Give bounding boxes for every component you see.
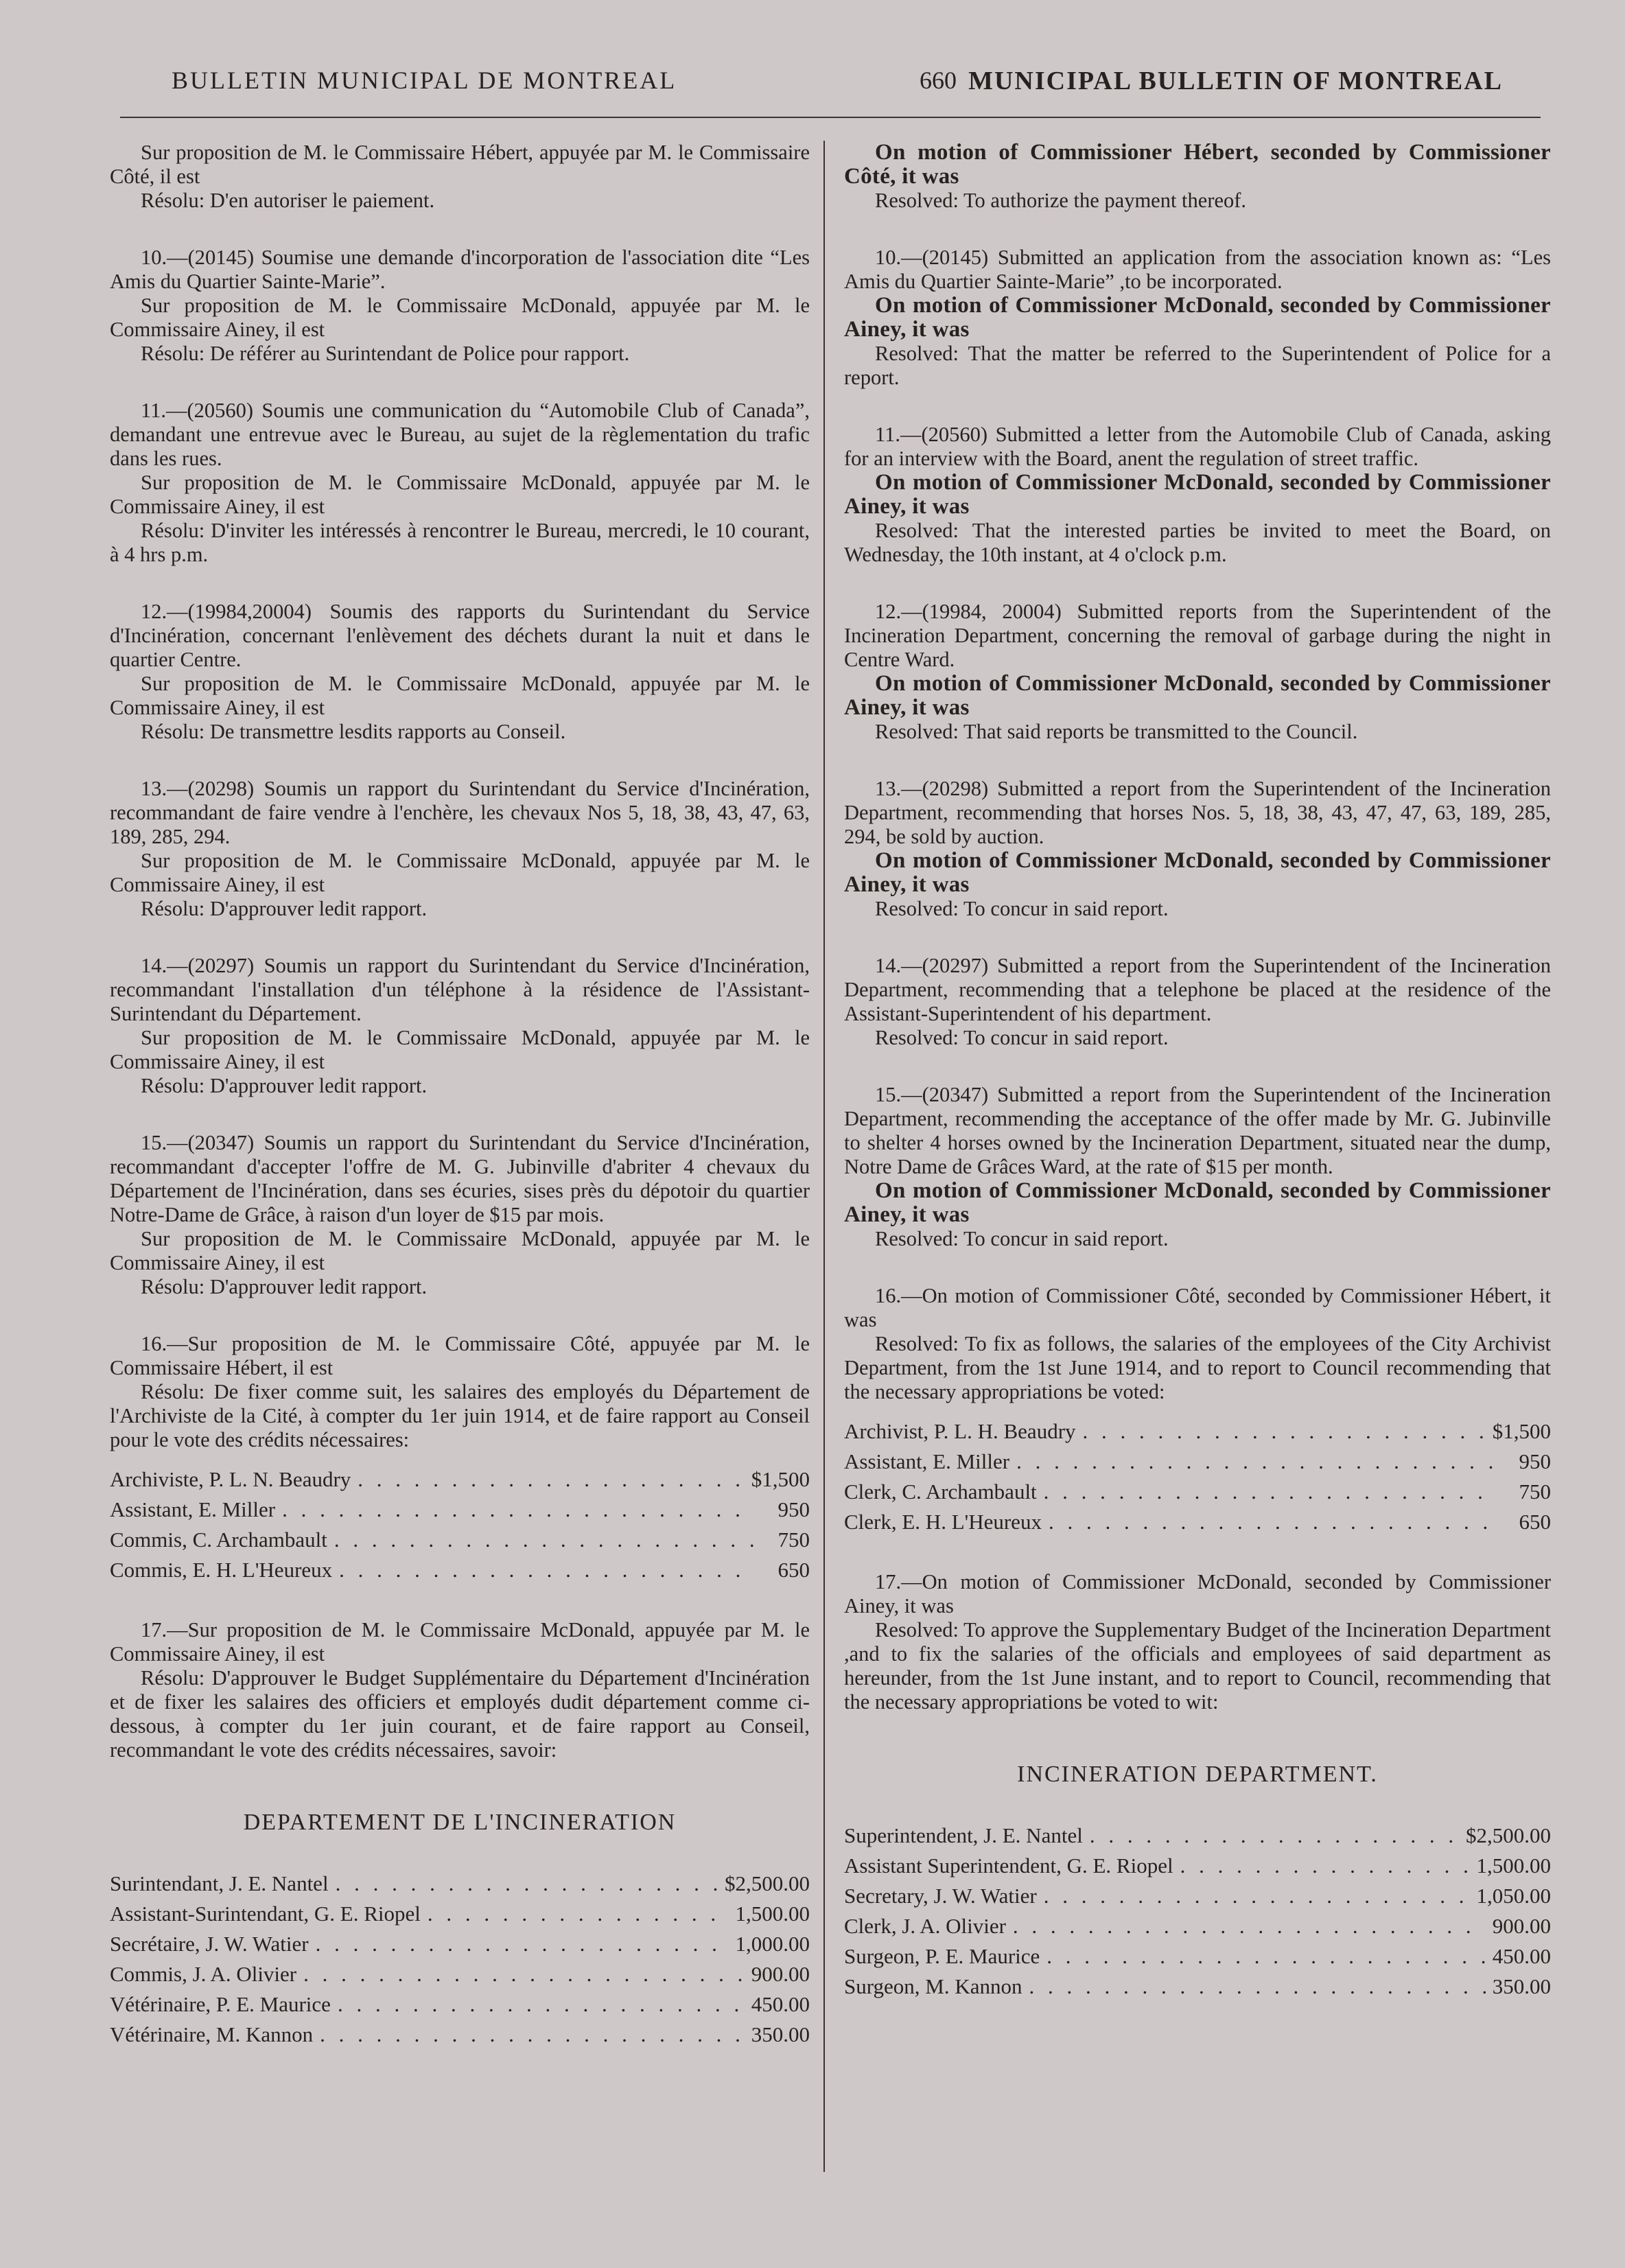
salary-row <box>110 1464 810 1495</box>
en-resolution-paragraph: Resolved: To approve the Supplementary Budget of the Incineration Department ,and to fix the salaries of the officials and employees of said department as hereunder, from the 1st June instant, and to report to Council, recommending that the necessary appropriations be voted to wit: <box>844 1618 1551 1714</box>
salary-amount: 750 <box>1519 1480 1551 1504</box>
leader-dots <box>1083 1416 1486 1447</box>
fr-motion-paragraph: Sur proposition de M. le Commissaire Hébert, appuyée par M. le Commissaire Côté, il est <box>110 141 810 188</box>
salary-row <box>844 1416 1551 1447</box>
salary-name: Assistant, E. Miller <box>844 1449 1010 1473</box>
en-item-17: 17.—On motion of Commissioner McDonald, seconded by Commissioner Ainey, it was <box>844 1570 1551 1617</box>
salary-name: Assistant Superintendent, G. E. Riopel <box>844 1854 1173 1878</box>
en-resolution-paragraph: Resolved: To concur in said report. <box>875 1227 1169 1250</box>
fr-archivist-salary-list <box>110 1464 810 1585</box>
salary-name: Secretary, J. W. Watier <box>844 1884 1037 1908</box>
salary-row <box>110 1869 810 1899</box>
salary-name: Superintendent, J. E. Nantel <box>844 1823 1083 1847</box>
fr-motion-paragraph: Sur proposition de M. le Commissaire McDonald, appuyée par M. le Commissaire Ainey, il est <box>110 1026 810 1073</box>
fr-resolution-paragraph: Résolu: D'approuver le Budget Supplémentaire du Département d'Incinération et de fixer les salaires des officiers et employés dudit département comme ci-dessous, à compter du 1er juin courant, et de faire rapport au Conseil, recommandant le vote des crédits nécessaires, savoir: <box>110 1666 810 1762</box>
en-department-salary-list <box>844 1821 1551 2002</box>
leader-dots <box>1013 1911 1486 1941</box>
salary-amount: 950 <box>778 1497 810 1521</box>
fr-item-12: 12.—(19984,20004) Soumis des rapports du Surintendant du Service d'Incinération, concernant l'enlèvement des déchets durant la nuit et dans le quartier Centre. <box>110 600 810 671</box>
english-column <box>844 141 1551 2002</box>
fr-motion-paragraph: Sur proposition de M. le Commissaire McDonald, appuyée par M. le Commissaire Ainey, il est <box>110 294 810 341</box>
salary-name: Vétérinaire, M. Kannon <box>110 2022 314 2046</box>
leader-dots <box>320 2020 745 2050</box>
header-french-title: BULLETIN MUNICIPAL DE MONTREAL <box>172 67 677 94</box>
en-motion-paragraph: On motion of Commissioner McDonald, seconded by Commissioner Ainey, it was <box>844 1178 1551 1227</box>
fr-motion-paragraph: Sur proposition de M. le Commissaire McDonald, appuyée par M. le Commissaire Ainey, il est <box>110 471 810 518</box>
page-header <box>103 66 1537 107</box>
fr-motion-paragraph: Sur proposition de M. le Commissaire McDonald, appuyée par M. le Commissaire Ainey, il est <box>110 1227 810 1274</box>
en-item-16: 16.—On motion of Commissioner Côté, seconded by Commissioner Hébert, it was <box>844 1284 1551 1331</box>
leader-dots <box>1180 1851 1470 1881</box>
en-item-11: 11.—(20560) Submitted a letter from the Automobile Club of Canada, asking for an interview with the Board, anent the regulation of street traffic. <box>844 423 1551 470</box>
leader-dots <box>338 1989 745 2020</box>
leader-dots <box>1044 1477 1496 1507</box>
salary-amount: 900.00 <box>1492 1914 1551 1938</box>
en-resolution-paragraph: Resolved: To concur in said report. <box>875 897 1169 920</box>
leader-dots <box>1049 1507 1496 1537</box>
column-divider <box>823 141 825 2172</box>
salary-row <box>844 1507 1551 1537</box>
fr-item-13: 13.—(20298) Soumis un rapport du Surintendant du Service d'Incinération, recommandant de faire vendre à l'enchère, les chevaux Nos 5, 18, 38, 43, 47, 63, 189, 285, 294. <box>110 777 810 848</box>
salary-amount: 650 <box>778 1558 810 1582</box>
salary-name: Archiviste, P. L. N. Beaudry <box>110 1467 351 1491</box>
en-resolution-paragraph: Resolved: That said reports be transmitted to the Council. <box>875 720 1358 743</box>
salary-row <box>844 1911 1551 1941</box>
leader-dots <box>339 1555 755 1585</box>
leader-dots <box>336 1869 718 1899</box>
header-english-title: MUNICIPAL BULLETIN OF MONTREAL <box>968 67 1503 95</box>
salary-row <box>110 1989 810 2020</box>
salary-amount: 950 <box>1519 1449 1551 1473</box>
salary-name: Assistant, E. Miller <box>110 1497 276 1521</box>
en-motion-paragraph: On motion of Commissioner McDonald, seconded by Commissioner Ainey, it was <box>844 671 1551 720</box>
fr-motion-paragraph: Sur proposition de M. le Commissaire McDonald, appuyée par M. le Commissaire Ainey, il est <box>110 849 810 896</box>
leader-dots <box>358 1464 744 1495</box>
fr-department-heading: DEPARTEMENT DE L'INCINERATION <box>243 1810 677 1835</box>
en-item-15: 15.—(20347) Submitted a report from the Superintendent of the Incineration Department, recommending the acceptance of the offer made by Mr. G. Jubinville to shelter 4 horses owned by the Incineration Department, situated near the dump, Notre Dame de Grâces Ward, at the rate of $15 per month. <box>844 1083 1551 1178</box>
salary-amount: 450.00 <box>751 1992 810 2016</box>
salary-row <box>844 1851 1551 1881</box>
en-resolution-paragraph: Resolved: To fix as follows, the salaries of the employees of the City Archivist Department, from the 1st June 1914, and to report to Council recommending that the necessary appropriations be voted: <box>844 1332 1551 1403</box>
header-rule <box>120 117 1541 118</box>
salary-name: Clerk, J. A. Olivier <box>844 1914 1006 1938</box>
fr-resolution-paragraph: Résolu: D'approuver ledit rapport. <box>141 1275 428 1298</box>
leader-dots <box>1047 1941 1485 1972</box>
salary-amount: 1,050.00 <box>1476 1884 1551 1908</box>
fr-resolution-paragraph: Résolu: De référer au Surintendant de Police pour rapport. <box>141 342 630 365</box>
salary-name: Vétérinaire, P. E. Maurice <box>110 1992 331 2016</box>
leader-dots <box>303 1959 745 1989</box>
leader-dots <box>428 1899 729 1929</box>
salary-row <box>110 1525 810 1555</box>
en-resolution-paragraph: Resolved: That the matter be referred to the Superintendent of Police for a report. <box>844 342 1551 389</box>
salary-row <box>110 1959 810 1989</box>
fr-item-16: 16.—Sur proposition de M. le Commissaire Côté, appuyée par M. le Commissaire Hébert, il est <box>110 1332 810 1379</box>
salary-row <box>110 1555 810 1585</box>
en-archivist-salary-list <box>844 1416 1551 1537</box>
fr-resolution-paragraph: Résolu: De transmettre lesdits rapports au Conseil. <box>141 720 566 743</box>
salary-name: Surgeon, P. E. Maurice <box>844 1944 1040 1968</box>
en-item-10: 10.—(20145) Submitted an application from the association known as: “Les Amis du Quartier Sainte-Marie” ,to be incorporated. <box>844 246 1551 293</box>
french-column <box>110 141 810 2050</box>
fr-item-14: 14.—(20297) Soumis un rapport du Surintendant du Service d'Incinération, recommandant l'installation d'un téléphone à la résidence de l'Assistant-Surintendant du Département. <box>110 954 810 1025</box>
salary-name: Clerk, C. Archambault <box>844 1480 1037 1504</box>
fr-resolution-paragraph: Résolu: D'inviter les intéressés à rencontrer le Bureau, mercredi, le 10 courant, à 4 hrs p.m. <box>110 519 810 566</box>
salary-name: Surintendant, J. E. Nantel <box>110 1871 329 1895</box>
salary-name: Commis, E. H. L'Heureux <box>110 1558 333 1582</box>
leader-dots <box>1044 1881 1470 1911</box>
salary-row <box>110 1899 810 1929</box>
salary-amount: 450.00 <box>1492 1944 1551 1968</box>
salary-row <box>844 1447 1551 1477</box>
en-resolution-paragraph: Resolved: To authorize the payment thereof. <box>875 189 1247 212</box>
salary-name: Archivist, P. L. H. Beaudry <box>844 1419 1076 1443</box>
salary-amount: 1,500.00 <box>1476 1854 1551 1878</box>
en-item-13: 13.—(20298) Submitted a report from the Superintendent of the Incineration Department, recommending that horses Nos. 5, 18, 38, 43, 47, 47, 63, 189, 285, 294, be sold by auction. <box>844 777 1551 848</box>
leader-dots <box>1016 1447 1496 1477</box>
leader-dots <box>1029 1972 1485 2002</box>
leader-dots <box>1090 1821 1459 1851</box>
salary-name: Commis, J. A. Olivier <box>110 1962 297 1986</box>
salary-name: Secrétaire, J. W. Watier <box>110 1932 309 1956</box>
fr-item-17: 17.—Sur proposition de M. le Commissaire McDonald, appuyée par M. le Commissaire Ainey, il est <box>110 1618 810 1665</box>
en-motion-paragraph: On motion of Commissioner McDonald, seconded by Commissioner Ainey, it was <box>844 470 1551 519</box>
fr-resolution-paragraph: Résolu: D'approuver ledit rapport. <box>141 897 428 920</box>
fr-item-15: 15.—(20347) Soumis un rapport du Surintendant du Service d'Incinération, recommandant d'accepter l'offre de M. G. Jubinville d'abriter 4 chevaux du Département de l'Incinération, dans ses écuries, sises près du dépotoir du quartier Notre-Dame de Grâce, à raison d'un loyer de $15 par mois. <box>110 1131 810 1226</box>
salary-name: Surgeon, M. Kannon <box>844 1974 1022 1998</box>
salary-amount: $1,500 <box>751 1467 810 1491</box>
salary-row <box>110 2020 810 2050</box>
salary-amount: $2,500.00 <box>725 1871 810 1895</box>
salary-name: Assistant-Surintendant, G. E. Riopel <box>110 1902 421 1926</box>
fr-resolution-paragraph: Résolu: De fixer comme suit, les salaires des employés du Département de l'Archiviste de la Cité, à compter du 1er juin 1914, et de faire rapport au Conseil pour le vote des crédits nécessaires: <box>110 1380 810 1451</box>
leader-dots <box>316 1929 729 1959</box>
fr-resolution-paragraph: Résolu: D'en autoriser le paiement. <box>141 189 435 212</box>
en-resolution-paragraph: Resolved: That the interested parties be invited to meet the Board, on Wednesday, the 10th instant, at 4 o'clock p.m. <box>844 519 1551 566</box>
salary-row <box>844 1477 1551 1507</box>
salary-amount: $2,500.00 <box>1466 1823 1551 1847</box>
leader-dots <box>334 1525 755 1555</box>
salary-row <box>844 1881 1551 1911</box>
salary-amount: 900.00 <box>751 1962 810 1986</box>
salary-amount: 750 <box>778 1528 810 1552</box>
fr-item-10: 10.—(20145) Soumise une demande d'incorporation de l'association dite “Les Amis du Quartier Sainte-Marie”. <box>110 246 810 293</box>
en-resolution-paragraph: Resolved: To concur in said report. <box>875 1026 1169 1049</box>
salary-row <box>844 1821 1551 1851</box>
salary-amount: 350.00 <box>751 2022 810 2046</box>
leader-dots <box>282 1495 755 1525</box>
fr-department-salary-list <box>110 1869 810 2050</box>
en-department-heading: INCINERATION DEPARTMENT. <box>1017 1762 1378 1787</box>
salary-row <box>844 1972 1551 2002</box>
fr-item-11: 11.—(20560) Soumis une communication du “Automobile Club of Canada”, demandant une entrevue avec le Bureau, au sujet de la règlementation du trafic dans les rues. <box>110 399 810 470</box>
salary-amount: 350.00 <box>1492 1974 1551 1998</box>
en-motion-paragraph: On motion of Commissioner McDonald, seconded by Commissioner Ainey, it was <box>844 848 1551 897</box>
salary-name: Commis, C. Archambault <box>110 1528 327 1552</box>
page-number: 660 <box>920 67 957 94</box>
salary-amount: 1,500.00 <box>735 1902 810 1926</box>
fr-motion-paragraph: Sur proposition de M. le Commissaire McDonald, appuyée par M. le Commissaire Ainey, il est <box>110 672 810 719</box>
salary-amount: 650 <box>1519 1510 1551 1534</box>
salary-amount: 1,000.00 <box>735 1932 810 1956</box>
salary-row <box>110 1929 810 1959</box>
salary-row <box>110 1495 810 1525</box>
en-item-12: 12.—(19984, 20004) Submitted reports from the Superintendent of the Incineration Department, concerning the removal of garbage during the night in Centre Ward. <box>844 600 1551 671</box>
en-motion-paragraph: On motion of Commissioner Hébert, seconded by Commissioner Côté, it was <box>844 140 1551 189</box>
salary-amount: $1,500 <box>1492 1419 1551 1443</box>
salary-name: Clerk, E. H. L'Heureux <box>844 1510 1042 1534</box>
salary-row <box>844 1941 1551 1972</box>
en-motion-paragraph: On motion of Commissioner McDonald, seconded by Commissioner Ainey, it was <box>844 293 1551 342</box>
en-item-14: 14.—(20297) Submitted a report from the Superintendent of the Incineration Department, recommending that a telephone be placed at the residence of the Assistant-Superintendent of his department. <box>844 954 1551 1025</box>
fr-resolution-paragraph: Résolu: D'approuver ledit rapport. <box>141 1074 428 1097</box>
